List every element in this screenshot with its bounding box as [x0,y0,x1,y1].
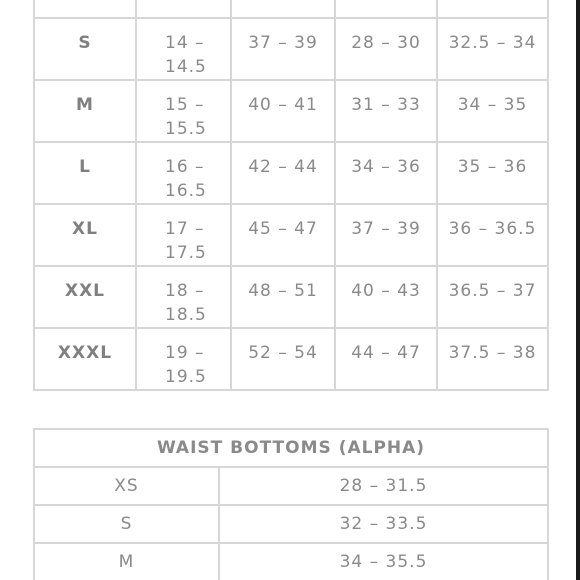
waist-value: 28 – 31.5 [219,467,548,505]
measure-value: 40 – 41 [231,80,335,142]
size-label: XXXL [34,328,136,390]
measure-value: 31 – 33 [335,80,437,142]
size-label: XL [34,204,136,266]
waist-value: 32 – 33.5 [219,505,548,543]
neck-value: 18 – 18.5 [136,266,231,328]
measure-value: 34 – 36 [335,142,437,204]
neck-value: 15 – 15.5 [136,80,231,142]
measure-value [437,0,548,18]
size-label: S [34,18,136,80]
table-row [34,142,548,204]
measure-value: 45 – 47 [231,204,335,266]
measure-value: 36 – 36.5 [437,204,548,266]
size-chart-table [33,0,549,391]
measure-value [335,0,437,18]
table-header-row [34,429,548,467]
table-row [34,543,548,580]
table-row [34,18,548,80]
measure-value: 52 – 54 [231,328,335,390]
table-row [34,266,548,328]
table-row [34,80,548,142]
table-row [34,505,548,543]
neck-value: 17 – 17.5 [136,204,231,266]
table-row [34,204,548,266]
measure-value: 35 – 36 [437,142,548,204]
size-label: S [34,505,219,543]
waist-value: 34 – 35.5 [219,543,548,580]
size-label: XS [34,467,219,505]
neck-value: 16 – 16.5 [136,142,231,204]
size-label: M [34,543,219,580]
neck-value [136,0,231,18]
measure-value: 28 – 30 [335,18,437,80]
measure-value: 40 – 43 [335,266,437,328]
neck-value: 14 – 14.5 [136,18,231,80]
measure-value: 37 – 39 [231,18,335,80]
size-label: L [34,142,136,204]
waist-bottoms-table [33,428,549,580]
measure-value: 36.5 – 37 [437,266,548,328]
waist-table-title: WAIST BOTTOMS (ALPHA) [34,429,548,467]
size-label: M [34,80,136,142]
table-row [34,328,548,390]
size-label [34,0,136,18]
scrollbar-thumb[interactable] [576,0,580,580]
measure-value: 37.5 – 38 [437,328,548,390]
neck-value: 19 – 19.5 [136,328,231,390]
measure-value [231,0,335,18]
table-row [34,467,548,505]
measure-value: 48 – 51 [231,266,335,328]
size-label: XXL [34,266,136,328]
measure-value: 34 – 35 [437,80,548,142]
scrollbar-track[interactable] [576,0,580,580]
table-row [34,0,548,18]
measure-value: 32.5 – 34 [437,18,548,80]
measure-value: 42 – 44 [231,142,335,204]
measure-value: 37 – 39 [335,204,437,266]
measure-value: 44 – 47 [335,328,437,390]
